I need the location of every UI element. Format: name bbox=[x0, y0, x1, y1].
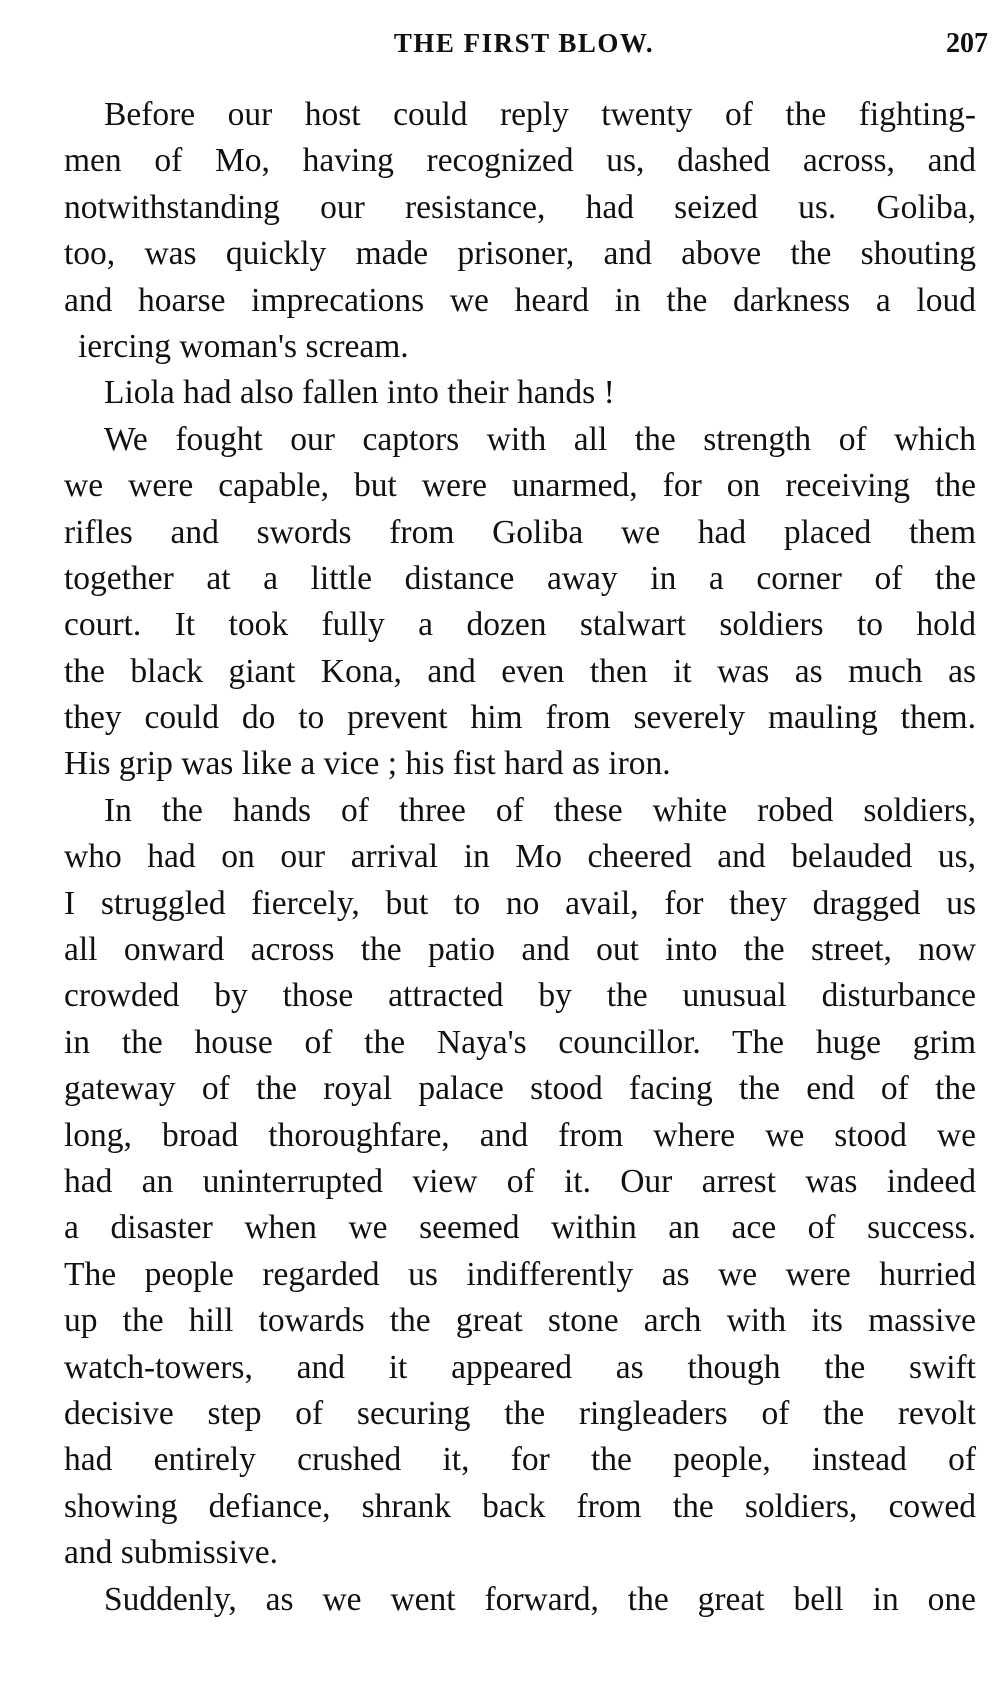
text-line: Before our host could reply twenty of the fighting- bbox=[104, 96, 976, 133]
text-line: all onward across the patio and out into the street, now bbox=[64, 931, 976, 969]
text-line: We fought our captors with all the strength of which bbox=[104, 420, 976, 458]
text-line: long, broad thoroughfare, and from where we stood we bbox=[64, 1116, 976, 1154]
text-line: watch-towers, and it appeared as though the swift bbox=[64, 1348, 976, 1386]
text-line: together at a little distance away in a corner of the bbox=[64, 559, 976, 597]
text-line: court. It took fully a dozen stalwart soldiers to hold bbox=[64, 606, 976, 644]
text-line: decisive step of securing the ringleaders of the revolt bbox=[64, 1394, 976, 1432]
text-line: Liola had also fallen into their hands ! bbox=[104, 374, 615, 412]
text-line: In the hands of three of these white robed soldiers, bbox=[104, 791, 976, 829]
text-line: had entirely crushed it, for the people, instead of bbox=[64, 1441, 976, 1479]
text-line: notwithstanding our resistance, had seized us. Goliba, bbox=[64, 188, 976, 226]
text-line: and hoarse imprecations we heard in the darkness a loud bbox=[64, 281, 976, 319]
text-line: up the hill towards the great stone arch with its massive bbox=[64, 1302, 976, 1340]
page-number: 207 bbox=[946, 28, 988, 59]
text-line: a disaster when we seemed within an ace of success. bbox=[64, 1209, 976, 1247]
text-line: and submissive. bbox=[64, 1534, 279, 1572]
text-line: The people regarded us indifferently as we were hurried bbox=[64, 1255, 976, 1293]
text-line: I struggled fiercely, but to no avail, for they dragged us bbox=[64, 884, 976, 922]
text-line: who had on our arrival in Mo cheered and belauded us, bbox=[64, 838, 976, 876]
text-line: Suddenly, as we went forward, the great bell in one bbox=[104, 1580, 976, 1618]
text-line: men of Mo, having recognized us, dashed across, and bbox=[64, 142, 976, 180]
running-title: THE FIRST BLOW. bbox=[393, 28, 655, 58]
text-line: rifles and swords from Goliba we had placed them bbox=[64, 513, 976, 551]
text-line: the black giant Kona, and even then it was as much as bbox=[64, 652, 976, 690]
text-line: too, was quickly made prisoner, and above the shouting bbox=[64, 235, 976, 273]
text-line: showing defiance, shrank back from the soldiers, cowed bbox=[64, 1487, 976, 1525]
text-line: had an uninterrupted view of it. Our arrest was indeed bbox=[64, 1162, 976, 1200]
text-line: crowded by those attracted by the unusual disturbance bbox=[64, 977, 976, 1015]
text-line: His grip was like a vice ; his fist hard as iron. bbox=[64, 745, 671, 783]
text-line: iercing woman's scream. bbox=[78, 327, 409, 365]
text-line: in the house of the Naya's councillor. The huge grim bbox=[64, 1023, 976, 1061]
text-line: they could do to prevent him from severely mauling them. bbox=[64, 699, 976, 737]
text-line: gateway of the royal palace stood facing the end of the bbox=[64, 1070, 976, 1108]
running-header bbox=[60, 28, 988, 68]
text-line: we were capable, but were unarmed, for on receiving the bbox=[64, 467, 976, 505]
body-text bbox=[64, 92, 976, 1623]
